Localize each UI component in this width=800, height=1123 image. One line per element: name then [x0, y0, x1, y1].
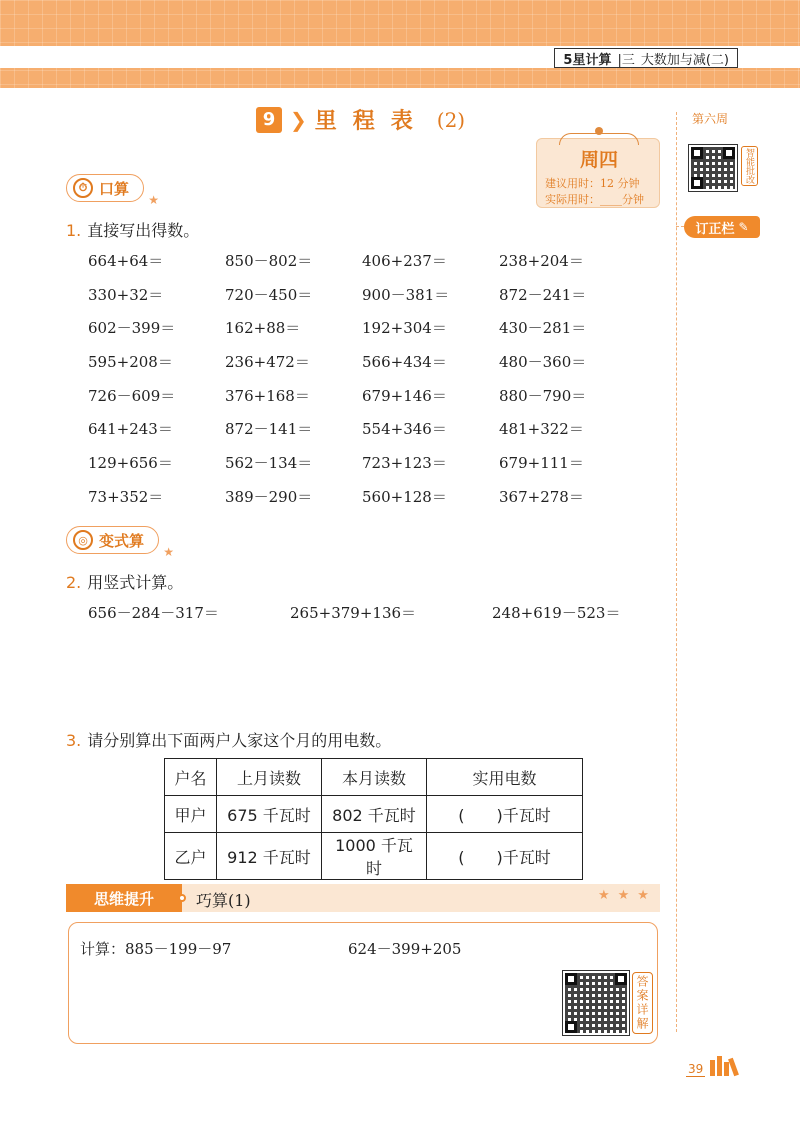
calc-problem: 430－281＝ — [499, 319, 587, 338]
question-number: 2. — [66, 573, 82, 592]
header-band — [0, 0, 800, 88]
actual-time: 实际用时：____分钟 — [545, 193, 644, 206]
question-2-title — [66, 570, 183, 593]
answer-cell[interactable]: ( )千瓦时 — [427, 833, 583, 880]
question-text: 请分别算出下面两户人家这个月的用电数。 — [87, 731, 392, 750]
calc-problem: 595+208＝ — [88, 353, 173, 372]
question-text: 直接写出得数。 — [87, 221, 200, 240]
qr-finder — [691, 147, 703, 159]
calc-problem: 723+123＝ — [362, 454, 447, 473]
table-row — [165, 796, 583, 833]
table-header: 实用电数 — [427, 759, 583, 796]
calc-problem: 73+352＝ — [88, 487, 164, 506]
calc-problem: 238+204＝ — [499, 252, 584, 270]
question-number: 3. — [66, 731, 82, 750]
suggested-time: 建议用时：12 分钟 — [545, 177, 640, 190]
calc-problem: 480－360＝ — [499, 353, 587, 372]
vertical-problem: 265+379+136＝ — [290, 604, 417, 622]
thinking-tag: 思维提升 — [66, 884, 182, 912]
calc-problem: 554+346＝ — [362, 420, 447, 439]
lesson-number: 9 — [256, 107, 282, 133]
series-separator: |三 — [617, 52, 635, 68]
table-cell: 675 千瓦时 — [217, 796, 322, 833]
qr-finder — [615, 973, 627, 985]
question-3-title — [66, 728, 391, 751]
table-cell: 912 千瓦时 — [217, 833, 322, 880]
calc-problem: 664+64＝ — [88, 252, 164, 270]
oral-calc-grid — [88, 250, 648, 508]
calc-problem: 129+656＝ — [88, 454, 173, 473]
calc-problem: 192+304＝ — [362, 319, 447, 338]
question-1-title — [66, 218, 199, 241]
pencil-icon: ✎ — [738, 220, 749, 234]
difficulty-stars: ★★★ — [598, 888, 657, 903]
pin-icon — [595, 127, 603, 135]
thinking-question-2: 624－399+205 — [348, 940, 462, 958]
calc-problem: 330+32＝ — [88, 285, 164, 304]
series-label — [554, 48, 738, 68]
qr-finder — [565, 973, 577, 985]
table-header: 本月读数 — [322, 759, 427, 796]
calc-problem: 602－399＝ — [88, 319, 176, 338]
star-icon: ★ — [163, 545, 175, 559]
books-icon — [710, 1056, 736, 1076]
vertical-problem: 248+619－523＝ — [492, 604, 621, 622]
calc-problem: 376+168＝ — [225, 386, 310, 405]
calc-problem: 720－450＝ — [225, 285, 313, 304]
qr-finder — [691, 177, 703, 189]
book-spine — [717, 1056, 722, 1076]
question-number: 1. — [66, 221, 82, 240]
calc-problem: 560+128＝ — [362, 487, 447, 506]
calc-problem: 872－141＝ — [225, 420, 313, 439]
title-arrow-icon: ❯ — [290, 107, 307, 132]
book-spine — [710, 1060, 715, 1076]
series-name: 5星计算 — [563, 52, 612, 68]
calc-problem: 872－241＝ — [499, 285, 587, 304]
correction-label: 订正栏 — [695, 221, 735, 237]
table-cell: 乙户 — [165, 833, 217, 880]
title-suffix: (2) — [436, 107, 466, 132]
section-label: 变式算 — [99, 531, 145, 550]
electricity-table — [164, 758, 583, 880]
thinking-dot — [178, 894, 186, 902]
calc-problem: 162+88＝ — [225, 319, 301, 338]
stopwatch-icon: ⏱ — [73, 178, 93, 198]
page-number: 39 — [688, 1062, 704, 1076]
table-cell: 甲户 — [165, 796, 217, 833]
section-pill-oral — [66, 174, 160, 207]
answer-cell[interactable]: ( )千瓦时 — [427, 796, 583, 833]
sidebar-connector — [676, 226, 684, 227]
table-header-row — [165, 759, 583, 796]
qr-code-icon[interactable] — [688, 144, 738, 192]
calc-problem: 900－381＝ — [362, 285, 450, 304]
section-pill-variant — [66, 526, 175, 559]
weekday: 周四 — [579, 149, 618, 171]
table-row — [165, 833, 583, 880]
calc-problem: 236+472＝ — [225, 353, 310, 372]
calc-problem: 641+243＝ — [88, 420, 173, 439]
sidebar-divider — [676, 112, 677, 1032]
vertical-problem: 656－284－317＝ — [88, 604, 219, 622]
series-topic: 大数加与减(二) — [640, 52, 729, 68]
table-header: 上月读数 — [217, 759, 322, 796]
calc-problem: 566+434＝ — [362, 353, 447, 372]
qr-finder — [565, 1021, 577, 1033]
question-text: 用竖式计算。 — [87, 573, 184, 592]
calc-problem: 850－802＝ — [225, 252, 313, 270]
calc-problem: 679+111＝ — [499, 454, 584, 473]
calc-problem: 481+322＝ — [499, 420, 584, 439]
table-cell: 802 千瓦时 — [322, 796, 427, 833]
table-header: 户名 — [165, 759, 217, 796]
target-icon: ◎ — [73, 530, 93, 550]
thinking-question-1: 计算：885－199－97 — [80, 940, 232, 958]
book-spine — [724, 1062, 729, 1076]
thinking-subtitle: 巧算(1) — [196, 891, 251, 910]
book-spine — [728, 1058, 739, 1077]
calc-problem: 679+146＝ — [362, 386, 447, 405]
table-cell: 1000 千瓦时 — [322, 833, 427, 880]
calc-problem: 406+237＝ — [362, 252, 447, 270]
answer-label: 答案详解 — [632, 972, 653, 1034]
section-label: 口算 — [99, 179, 130, 198]
weekday-card — [536, 138, 660, 208]
correction-tag — [684, 216, 760, 238]
calc-problem: 726－609＝ — [88, 386, 176, 405]
calc-problem: 367+278＝ — [499, 487, 584, 506]
title-text: 里程表 — [314, 109, 429, 134]
page-title — [256, 104, 465, 135]
calc-problem: 880－790＝ — [499, 386, 587, 405]
calc-problem: 389－290＝ — [225, 487, 313, 506]
calc-problem: 562－134＝ — [225, 454, 313, 473]
qr-side-label: 智能批改 — [741, 146, 758, 186]
answer-qr-code-icon[interactable] — [562, 970, 630, 1036]
star-icon: ★ — [148, 193, 160, 207]
qr-finder — [723, 147, 735, 159]
week-label: 第六周 — [692, 112, 729, 126]
